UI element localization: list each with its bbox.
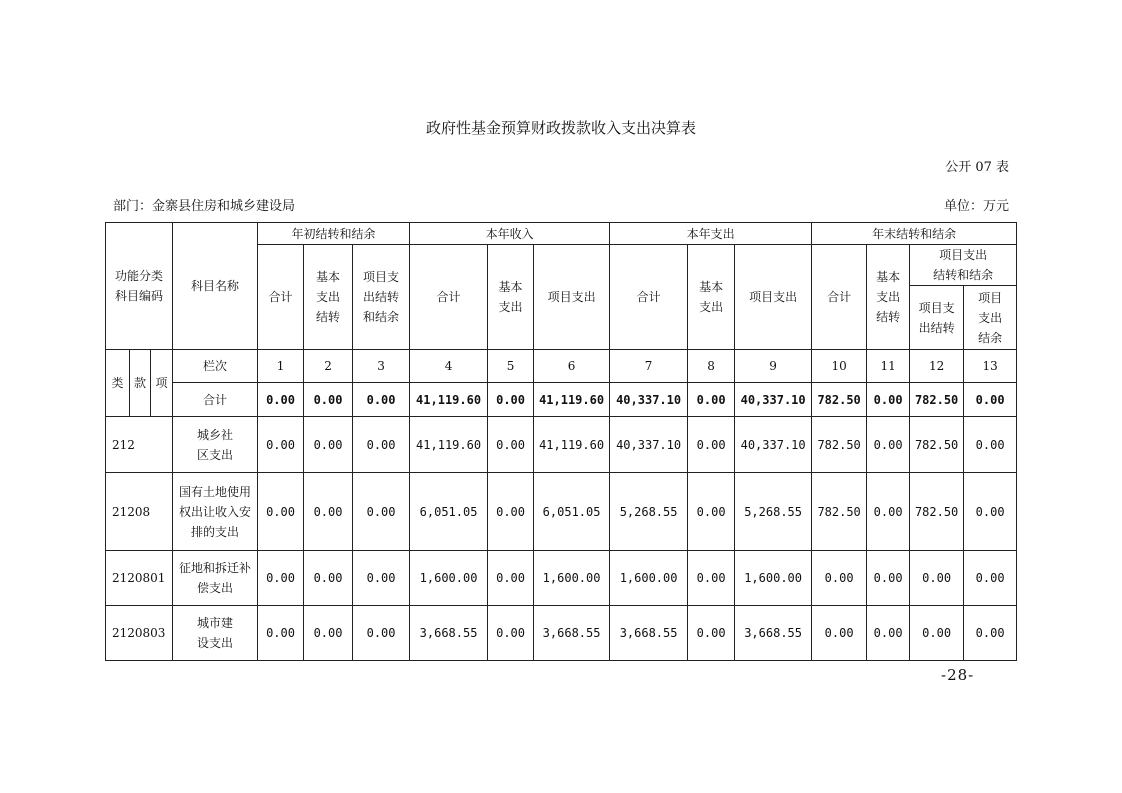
- total-label: 合计: [173, 383, 258, 417]
- column-number: 11: [867, 350, 910, 383]
- row-value: 0.00: [258, 606, 304, 661]
- row-value: 0.00: [258, 417, 304, 473]
- row-value: 0.00: [488, 417, 534, 473]
- column-number: 9: [735, 350, 812, 383]
- row-value: 0.00: [488, 606, 534, 661]
- row-value: 41,119.60: [534, 417, 610, 473]
- form-number: 公开 07 表: [945, 160, 1009, 175]
- total-value: 0.00: [488, 383, 534, 417]
- header-lei: 类: [106, 350, 130, 417]
- header-code: 功能分类 科目编码: [106, 223, 173, 350]
- row-value: 0.00: [304, 417, 353, 473]
- total-value: 782.50: [812, 383, 867, 417]
- row-value: 0.00: [353, 417, 410, 473]
- header-project-balance: 项目 支出 结余: [964, 286, 1017, 350]
- column-number: 1: [258, 350, 304, 383]
- header-name: 科目名称: [173, 223, 258, 350]
- column-number: 13: [964, 350, 1017, 383]
- row-value: 0.00: [488, 473, 534, 551]
- row-value: 3,668.55: [735, 606, 812, 661]
- row-value: 0.00: [488, 551, 534, 606]
- total-value: 40,337.10: [610, 383, 688, 417]
- header-basic-income: 基本 支出: [488, 245, 534, 350]
- row-value: 0.00: [964, 417, 1017, 473]
- row-value: 0.00: [258, 473, 304, 551]
- total-value: 782.50: [910, 383, 964, 417]
- header-project-group: 项目支出 结转和结余: [910, 245, 1017, 286]
- row-value: 0.00: [353, 551, 410, 606]
- row-value: 0.00: [867, 417, 910, 473]
- row-value: 0.00: [304, 551, 353, 606]
- column-number: 7: [610, 350, 688, 383]
- row-value: 0.00: [688, 417, 735, 473]
- header-project-carry: 项目支 出结转: [910, 286, 964, 350]
- column-number: 6: [534, 350, 610, 383]
- header-total-1: 合计: [258, 245, 304, 350]
- header-group-begin: 年初结转和结余: [258, 223, 410, 245]
- column-index-label: 栏次: [173, 350, 258, 383]
- header-group-end: 年末结转和结余: [812, 223, 1017, 245]
- header-total-4: 合计: [812, 245, 867, 350]
- header-basic-expense: 基本 支出: [688, 245, 735, 350]
- budget-table: [105, 222, 1017, 661]
- table-row: [106, 606, 1017, 661]
- row-value: 0.00: [304, 473, 353, 551]
- total-value: 0.00: [964, 383, 1017, 417]
- header-project-expense: 项目支出: [735, 245, 812, 350]
- row-value: 5,268.55: [610, 473, 688, 551]
- row-value: 0.00: [812, 606, 867, 661]
- total-value: 41,119.60: [410, 383, 488, 417]
- header-total-3: 合计: [610, 245, 688, 350]
- total-value: 0.00: [688, 383, 735, 417]
- row-value: 0.00: [964, 473, 1017, 551]
- column-number: 3: [353, 350, 410, 383]
- row-code: 2120803: [106, 606, 173, 661]
- row-value: 1,600.00: [735, 551, 812, 606]
- row-value: 41,119.60: [410, 417, 488, 473]
- row-value: 0.00: [812, 551, 867, 606]
- column-number: 2: [304, 350, 353, 383]
- row-value: 0.00: [964, 551, 1017, 606]
- row-value: 3,668.55: [610, 606, 688, 661]
- row-value: 1,600.00: [410, 551, 488, 606]
- header-basic-carry: 基本 支出 结转: [304, 245, 353, 350]
- row-value: 0.00: [867, 473, 910, 551]
- unit-label: 单位：万元: [943, 199, 1009, 214]
- header-total-2: 合计: [410, 245, 488, 350]
- total-value: 0.00: [867, 383, 910, 417]
- total-value: 41,119.60: [534, 383, 610, 417]
- row-value: 40,337.10: [610, 417, 688, 473]
- header-group-income: 本年收入: [410, 223, 610, 245]
- header-xiang: 项: [151, 350, 173, 417]
- total-value: 40,337.10: [735, 383, 812, 417]
- column-number: 10: [812, 350, 867, 383]
- table-row: [106, 417, 1017, 473]
- row-value: 0.00: [867, 606, 910, 661]
- row-value: 0.00: [688, 473, 735, 551]
- table-row: [106, 551, 1017, 606]
- row-name: 城市建 设支出: [173, 606, 258, 661]
- row-value: 3,668.55: [534, 606, 610, 661]
- column-number: 8: [688, 350, 735, 383]
- total-value: 0.00: [353, 383, 410, 417]
- row-value: 0.00: [910, 551, 964, 606]
- row-name: 征地和拆迁补 偿支出: [173, 551, 258, 606]
- header-group-expense: 本年支出: [610, 223, 812, 245]
- row-value: 5,268.55: [735, 473, 812, 551]
- row-code: 212: [106, 417, 173, 473]
- row-value: 40,337.10: [735, 417, 812, 473]
- row-value: 0.00: [353, 606, 410, 661]
- header-project-income: 项目支出: [534, 245, 610, 350]
- row-value: 782.50: [910, 473, 964, 551]
- row-value: 0.00: [258, 551, 304, 606]
- page-title: 政府性基金预算财政拨款收入支出决算表: [425, 119, 696, 137]
- header-row-1: [106, 223, 1017, 245]
- row-value: 782.50: [812, 417, 867, 473]
- row-name: 国有土地使用 权出让收入安 排的支出: [173, 473, 258, 551]
- department-label: 部门：金寨县住房和城乡建设局: [113, 199, 296, 214]
- row-code: 2120801: [106, 551, 173, 606]
- row-value: 0.00: [910, 606, 964, 661]
- column-number: 5: [488, 350, 534, 383]
- header-kuan: 款: [130, 350, 151, 417]
- row-value: 6,051.05: [410, 473, 488, 551]
- row-value: 0.00: [688, 551, 735, 606]
- header-basic-carry-end: 基本 支出 结转: [867, 245, 910, 350]
- total-value: 0.00: [304, 383, 353, 417]
- row-value: 0.00: [304, 606, 353, 661]
- page-number: -28-: [941, 666, 975, 684]
- column-number: 12: [910, 350, 964, 383]
- total-row: [106, 383, 1017, 417]
- column-number: 4: [410, 350, 488, 383]
- header-project-carry-balance: 项目支 出结转 和结余: [353, 245, 410, 350]
- row-value: 0.00: [688, 606, 735, 661]
- row-value: 0.00: [867, 551, 910, 606]
- row-value: 0.00: [964, 606, 1017, 661]
- row-value: 1,600.00: [534, 551, 610, 606]
- table-row: [106, 473, 1017, 551]
- row-name: 城乡社 区支出: [173, 417, 258, 473]
- row-value: 782.50: [812, 473, 867, 551]
- row-value: 782.50: [910, 417, 964, 473]
- row-value: 1,600.00: [610, 551, 688, 606]
- row-value: 0.00: [353, 473, 410, 551]
- column-number-row: [106, 350, 1017, 383]
- row-code: 21208: [106, 473, 173, 551]
- row-value: 3,668.55: [410, 606, 488, 661]
- row-value: 6,051.05: [534, 473, 610, 551]
- total-value: 0.00: [258, 383, 304, 417]
